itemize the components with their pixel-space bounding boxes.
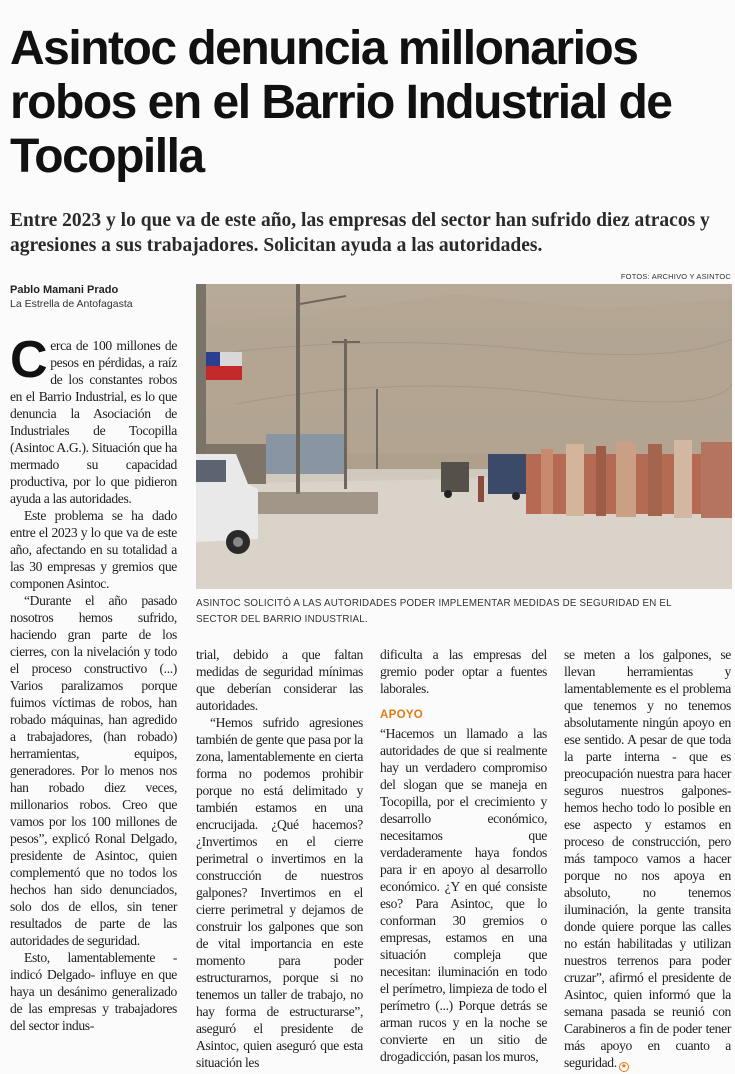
closing-text: se meten a los galpones, se llevan herramientas y lamentablemente es el problema que tenemos y no tenemos absolutamente ningún apoyo en ese sentido. A pesar de que toda la parte interna - que es preocupación nuestra para hacer seguros nuestros galpones- hemos hecho todo lo posible en ese aspecto y estamos en proceso de construcción, pero más tampoco vamos a hacer porque no nos apoya en absoluto, no tenemos iluminación, la gente transita donde quiere porque las calles no están habilitadas y utilizan nuestros terrenos para poder cruzar”, afirmó el presidente de Asintoc, quien informó que la semana pasada se reunió con Carabineros a fin de poder tener más apoyo en cuanto a seguridad. [564,647,731,1070]
photo-caption: ASINTOC SOLICITÓ A LAS AUTORIDADES PODER IMPLEMENTAR MEDIDAS DE SEGURIDAD EN EL SECTOR DEL BARRIO INDUSTRIAL. [196,598,672,625]
photo-credit: FOTOS: ARCHIVO Y ASINTOC [620,272,731,281]
drop-cap: C [10,331,48,389]
article-column-3 [380,646,547,1065]
author-name: Pablo Mamani Prado [10,284,119,296]
paragraph: Esto, lamentablemente - indicó Delgado- influye en que haya un desánimo generalizado de las empresas y trabajadores del sector indus- [10,950,177,1033]
paragraph [564,646,731,1072]
paragraph: Este problema se ha dado entre el 2023 y lo que va de este año, afectando en su totalidad a las 30 empresas y gremios que componen Asintoc. [10,508,177,591]
byline [10,283,190,311]
article-column-4 [564,646,731,1072]
article-column-2 [196,646,363,1071]
paragraph: trial, debido a que faltan medidas de seguridad mínimas que deberían considerar las autoridades. [196,647,363,713]
outlet-name: La Estrella de Antofagasta [10,298,133,310]
paragraph: “Hemos sufrido agresiones también de gente que pasa por la zona, lamentablemente en cierta forma no podemos prohibir porque no está delimitado y también estamos en una encrucijada. ¿Qué hacemos? ¿Invertimos en el cierre perimetral o invertimos en la construcción de nuestros galpones? Invertimos en el cierre perimetral y dejamos de construir los galpones que son de vital importancia en este momento para poder estructurarnos, porque si no tenemos un taller de trabajo, no hay forma de estructurarse”, aseguró el presidente de Asintoc, quien aseguró que esta situación les [196,715,363,1070]
lead-text: erca de 100 millones de pesos en pérdidas, a raíz de los constantes robos en el Barrio Industrial, es lo que denuncia la Asociación de Industriales de Tocopilla (Asintoc A.G.). Situación que ha mermado su capacidad productiva, por lo que pidieron ayuda a las autoridades. [10,338,177,506]
article-photo [196,284,732,589]
paragraph: dificulta a las empresas del gremio poder optar a fuentes laborales. [380,647,547,696]
paragraph: “Durante el año pasado nosotros hemos sufrido, haciendo gran parte de los cierres, con la nivelación y todo el proceso constructivo (...) Varios paralizamos porque fuimos víctimas de robos, han robado máquinas, han agredido a trabajadores, (han robado) herramientas, equipos, generadores. Por lo menos nos han robado diez veces, millonarios robos. Creo que vamos por los 100 millones de pesos”, explicó Ronal Delgado, presidente de Asintoc, quien complementó que no todos los hechos han sido denunciados, solo dos de ellos, sin tener resultados de parte de las autoridades de seguridad. [10,593,177,948]
section-label-apoyo: APOYO [380,709,424,721]
subheadline: Entre 2023 y lo que va de este año, las empresas del sector han sufrido diez atracos y agresiones a sus trabajadores. Solicitan ayuda a las autoridades. [10,210,710,256]
lead-paragraph [10,331,177,507]
headline: Asintoc denuncia millonarios robos en el Barrio Industrial de Tocopilla [10,22,672,183]
paragraph: “Hacemos un llamado a las autoridades de que si realmente hay un verdadero compromiso del slogan que se maneja en Tocopilla, por el crecimiento y desarrollo económico, necesitamos que verdaderamente haya fondos para ir en apoyo al desarrollo económico. ¿Y en qué consiste eso? Para Asintoc, que lo conforman 30 gremios o empresas, estamos en una situación compleja que necesitan: iluminación en todo el perímetro, limpieza de todo el perímetro (...) Porque detrás se arman rucos y en la noche se convierte en un sitio de drogadicción, pasan los muros, [380,726,547,1064]
industrial-street-illustration [196,284,732,589]
article-column-1 [10,331,177,1034]
star-circle-icon: ★ [619,1062,629,1072]
